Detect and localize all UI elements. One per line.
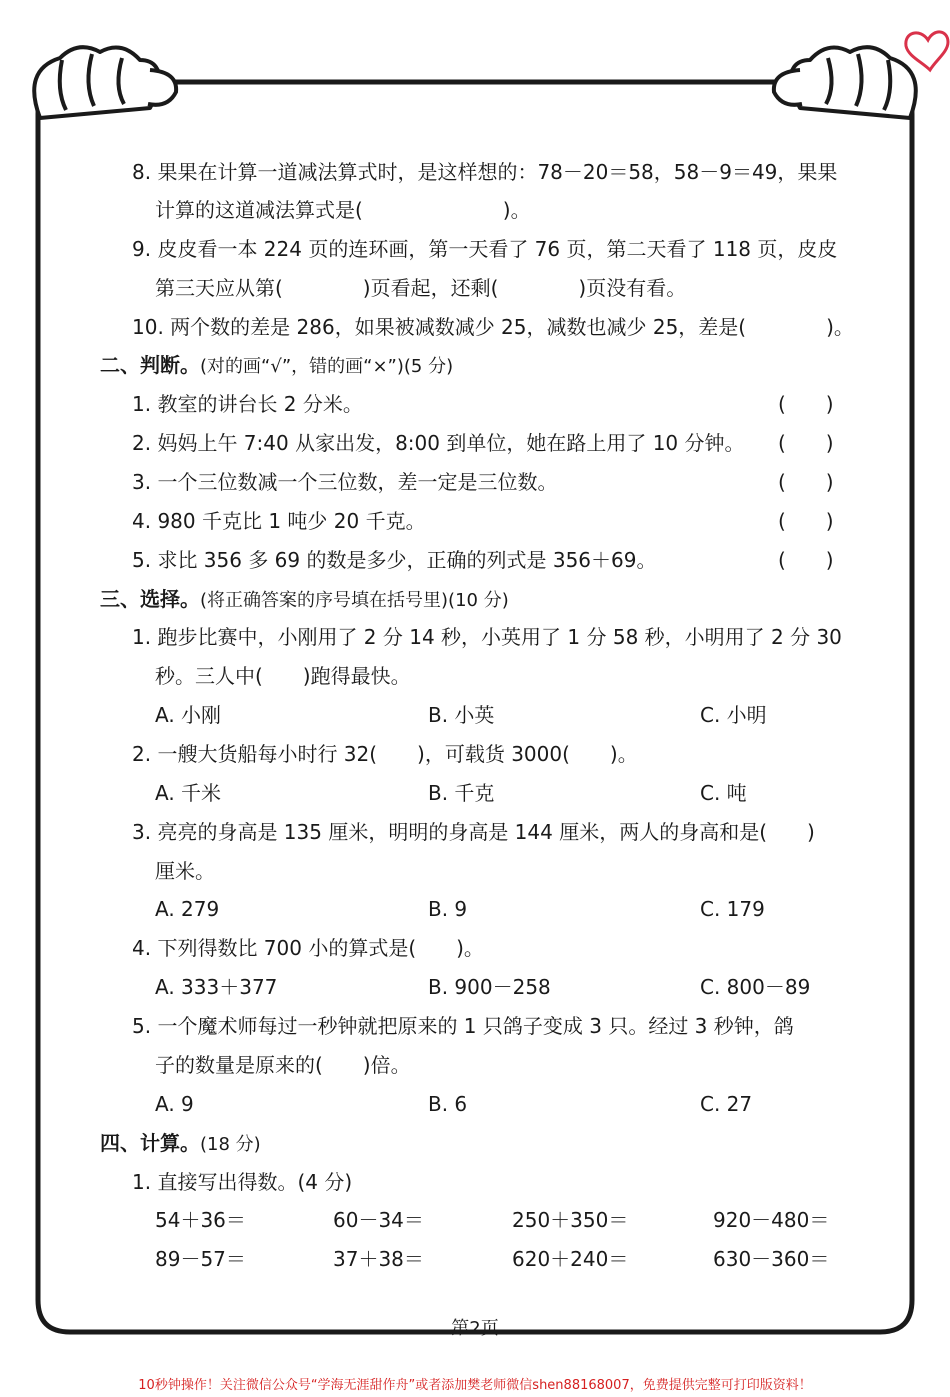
- choice-q5-option-a[interactable]: A. 9: [155, 1092, 194, 1116]
- choice-q4-option-c[interactable]: C. 800－89: [700, 975, 811, 999]
- choice-q3-option-a[interactable]: A. 279: [155, 897, 220, 921]
- choice-q4-option-b[interactable]: B. 900－258: [428, 975, 551, 999]
- calc-subtitle: 1. 直接写出得数。(4 分): [132, 1170, 353, 1194]
- choice-q1-option-a[interactable]: A. 小刚: [155, 703, 222, 727]
- judge-answer-4[interactable]: ( ): [778, 509, 834, 533]
- heart-icon: [906, 32, 948, 70]
- judge-answer-2[interactable]: ( ): [778, 431, 834, 455]
- fill-item-8-line-1: 8. 果果在计算一道减法算式时，是这样想的：78－20＝58，58－9＝49，果果: [132, 160, 838, 184]
- calc-r1-c1: 54＋36＝: [155, 1208, 246, 1232]
- choice-q5-line-2: 子的数量是原来的( )倍。: [155, 1053, 411, 1077]
- choice-q4-option-a[interactable]: A. 333＋377: [155, 975, 278, 999]
- choice-q3-line-2: 厘米。: [155, 859, 215, 883]
- choice-q1-line-2: 秒。三人中( )跑得最快。: [155, 664, 411, 688]
- choice-q5-option-b[interactable]: B. 6: [428, 1092, 468, 1116]
- section-2-title: 二、判断。(对的画“√”，错的画“×”)(5 分): [100, 353, 454, 377]
- calc-r2-c1: 89－57＝: [155, 1247, 246, 1271]
- fill-item-9-line-1: 9. 皮皮看一本 224 页的连环画，第一天看了 76 页，第二天看了 118 页，皮皮: [132, 237, 838, 261]
- calc-r2-c2: 37＋38＝: [333, 1247, 424, 1271]
- choice-q2-option-b[interactable]: B. 千克: [428, 781, 495, 805]
- judge-answer-5[interactable]: ( ): [778, 548, 834, 572]
- choice-q3-line-1: 3. 亮亮的身高是 135 厘米，明明的身高是 144 厘米，两人的身高和是( ): [132, 820, 815, 844]
- choice-q2-option-a[interactable]: A. 千米: [155, 781, 222, 805]
- choice-q4-line-1: 4. 下列得数比 700 小的算式是( )。: [132, 936, 484, 960]
- calc-r1-c4: 920－480＝: [713, 1208, 830, 1232]
- choice-q1-option-b[interactable]: B. 小英: [428, 703, 495, 727]
- page-number: 第2页: [451, 1318, 499, 1339]
- judge-item-3: 3. 一个三位数减一个三位数，差一定是三位数。: [132, 470, 558, 494]
- judge-item-1: 1. 教室的讲台长 2 分米。: [132, 392, 363, 416]
- calc-r2-c4: 630－360＝: [713, 1247, 830, 1271]
- left-hand-icon: [34, 47, 176, 118]
- calc-r2-c3: 620＋240＝: [512, 1247, 629, 1271]
- judge-answer-1[interactable]: ( ): [778, 392, 834, 416]
- choice-q2-line-1: 2. 一艘大货船每小时行 32( )，可载货 3000( )。: [132, 742, 638, 766]
- section-3-title: 三、选择。(将正确答案的序号填在括号里)(10 分): [100, 587, 509, 611]
- fill-item-9-line-2: 第三天应从第( )页看起，还剩( )页没有看。: [155, 276, 687, 300]
- section-4-note: (18 分): [200, 1134, 261, 1155]
- calc-r1-c2: 60－34＝: [333, 1208, 424, 1232]
- choice-q1-option-c[interactable]: C. 小明: [700, 703, 767, 727]
- judge-item-4: 4. 980 千克比 1 吨少 20 千克。: [132, 509, 426, 533]
- section-2-note: (对的画“√”，错的画“×”)(5 分): [200, 356, 454, 377]
- fill-item-10: 10. 两个数的差是 286，如果被减数减少 25，减数也减少 25，差是( )。: [132, 315, 854, 339]
- judge-item-5: 5. 求比 356 多 69 的数是多少，正确的列式是 356＋69。: [132, 548, 657, 572]
- judge-item-2: 2. 妈妈上午 7:40 从家出发，8:00 到单位，她在路上用了 10 分钟。: [132, 431, 745, 455]
- footer-ad-text: 10秒钟操作！关注微信公众号“学海无涯甜作舟”或者添加樊老师微信shen88168007，免费提供完整可打印版资料！: [138, 1378, 812, 1393]
- choice-q2-option-c[interactable]: C. 吨: [700, 781, 747, 805]
- section-3-note: (将正确答案的序号填在括号里)(10 分): [200, 590, 509, 611]
- section-4-title: 四、计算。(18 分): [100, 1131, 261, 1155]
- choice-q5-option-c[interactable]: C. 27: [700, 1092, 753, 1116]
- choice-q3-option-b[interactable]: B. 9: [428, 897, 468, 921]
- choice-q5-line-1: 5. 一个魔术师每过一秒钟就把原来的 1 只鸽子变成 3 只。经过 3 秒钟，鸽: [132, 1014, 794, 1038]
- right-hand-icon: [774, 47, 916, 118]
- calc-r1-c3: 250＋350＝: [512, 1208, 629, 1232]
- judge-answer-3[interactable]: ( ): [778, 470, 834, 494]
- choice-q1-line-1: 1. 跑步比赛中，小刚用了 2 分 14 秒，小英用了 1 分 58 秒，小明用了 2 分 30: [132, 625, 842, 649]
- fill-item-8-line-2: 计算的这道减法算式是( )。: [155, 198, 531, 222]
- choice-q3-option-c[interactable]: C. 179: [700, 897, 765, 921]
